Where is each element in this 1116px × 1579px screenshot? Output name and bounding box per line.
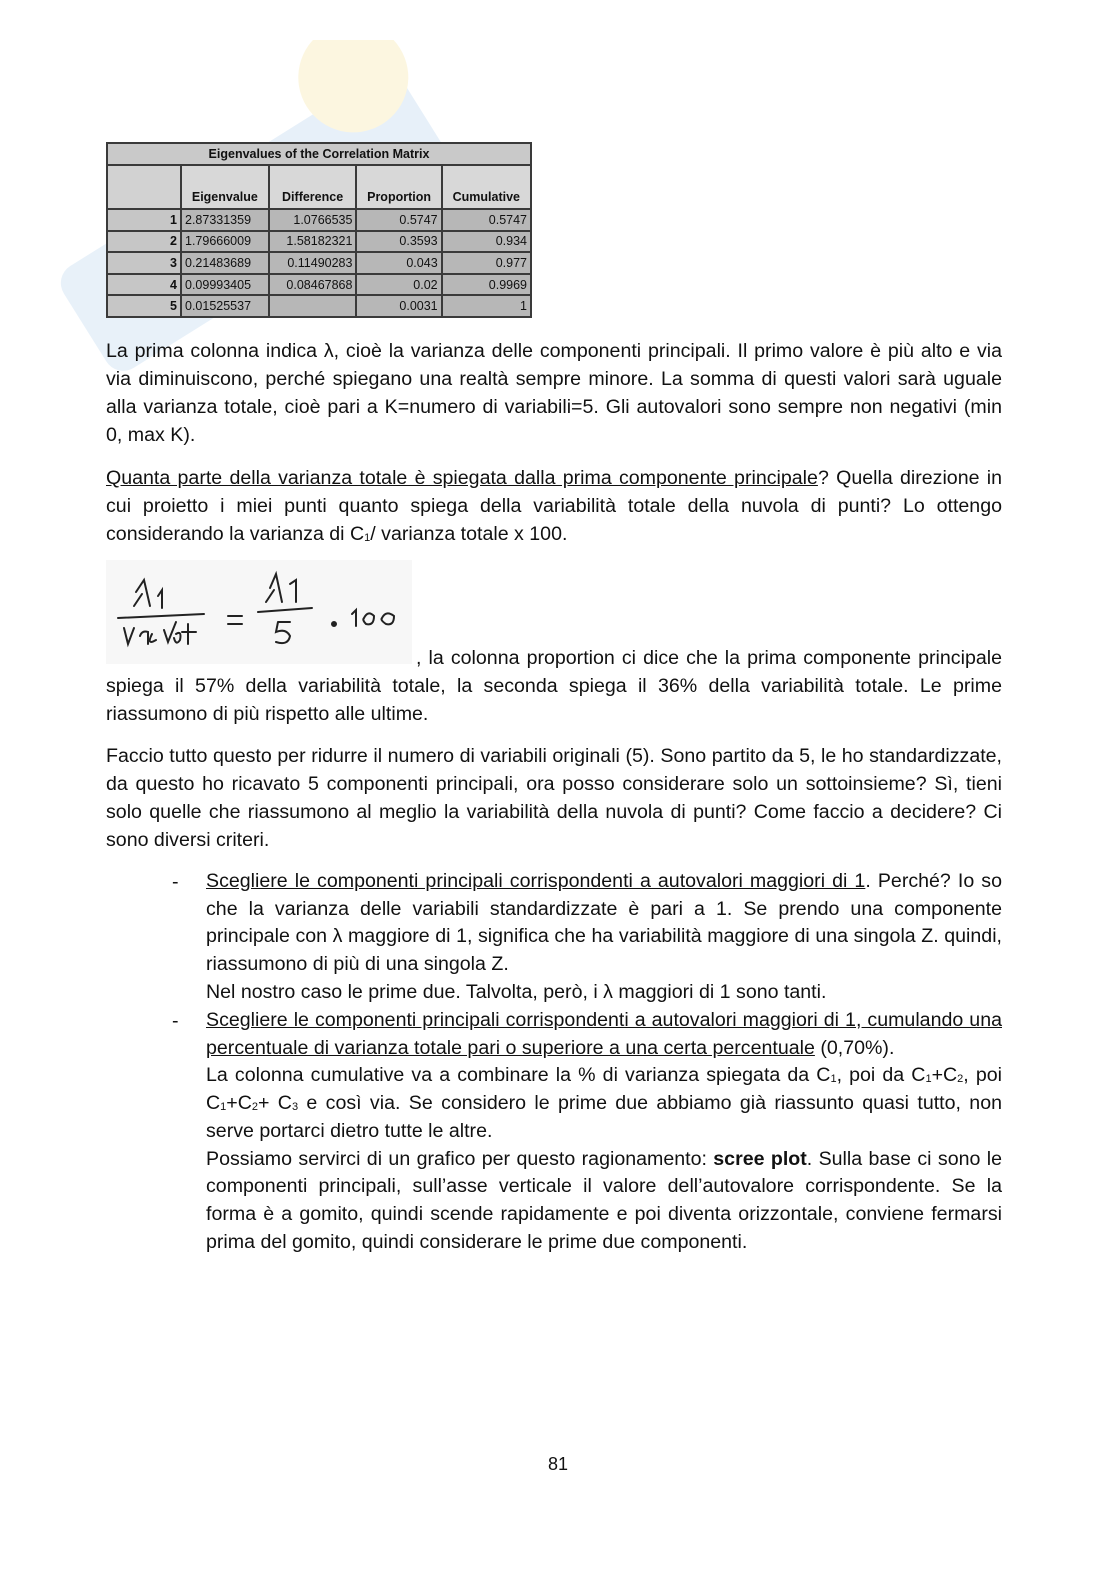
- paragraph-reduction: Faccio tutto questo per ridurre il numero di variabili originali (5). Sono partito da 5, le ho standardizzate, da questo ho ricavato 5 componenti principali, ora posso considerare solo un sottoinsieme? Sì, tieni solo quelle che riassumono al meglio la variabilità della nuvola di punti? Come faccio a decidere? Ci sono diversi criteri.: [106, 745, 1002, 851]
- bullet-marker: -: [172, 1010, 179, 1032]
- table-row: 4 0.09993405 0.08467868 0.02 0.9969: [107, 274, 531, 296]
- criterion-1-heading: Scegliere le componenti principali corrispondenti a autovalori maggiori di 1: [206, 870, 866, 892]
- header-difference: Difference: [269, 165, 357, 209]
- paragraph-eigenvalues: La prima colonna indica λ, cioè la varianza delle componenti principali. Il primo valore è più alto e via via diminuiscono, perché spiegano una realtà sempre minore. La somma di questi valori sarà uguale alla varianza totale, cioè pari a K=numero di variabili=5. Gli autovalori sono sempre non negativi (min 0, max K).: [106, 340, 1002, 446]
- header-cumulative: Cumulative: [442, 165, 531, 209]
- underlined-question: Quanta parte della varianza totale è spiegata dalla prima componente principale: [106, 467, 818, 489]
- eigenvalue-table-image: [106, 142, 532, 318]
- page-number: 81: [547, 1454, 569, 1474]
- criterion-1: Scegliere le componenti principali corrispondenti a autovalori maggiori di 1. Perché? Io so che la varianza delle variabili standardizzate è pari a 1. Se prendo una componente principale con λ maggiore di 1, significa che ha variabilità maggiore di una singola Z. quindi, riassumono di più di una singola Z. Nel nostro caso le prime due. Talvolta, però, i λ maggiori di 1 sono tanti.: [206, 870, 1002, 1003]
- table-title: Eigenvalues of the Correlation Matrix: [107, 143, 531, 165]
- header-proportion: Proportion: [356, 165, 441, 209]
- table-row: 2 1.79666009 1.58182321 0.3593 0.934: [107, 231, 531, 253]
- criterion-2-heading: Scegliere le componenti principali corrispondenti a autovalori maggiori di 1, cumulando una percentuale di varianza totale pari o superiore a una certa percentuale: [206, 1009, 1002, 1059]
- paragraph-proportion-question: Quanta parte della varianza totale è spiegata dalla prima componente principale? Quella direzione in cui proietto i miei punti quanto spiega della variabilità totale della nuvola di punti? Lo ottengo considerando la varianza di $C_1/$ varianza totale x 100.: [106, 467, 1002, 545]
- bullet-marker: -: [172, 871, 179, 893]
- table-row: 1 2.87331359 1.0766535 0.5747 0.5747: [107, 209, 531, 231]
- scree-plot-term: scree plot: [713, 1147, 807, 1170]
- criterion-2: Scegliere le componenti principali corrispondenti a autovalori maggiori di 1, cumulando una percentuale di varianza totale pari o superiore a una certa percentuale (0,70%). La colonna cumulative va a combinare la % di varianza spiegata da $C_1$, poi da $C_1+C_2$, poi $C_1+C_2+ C_3$ e così via. Se considero le prime due abbiamo già riassunto quasi tutto, non serve portarci dietro tutte le altre. Possiamo servirci di un grafico per questo ragionamento: scree plot. Sulla base ci sono le componenti principali, sull’asse verticale il valore dell’autovalore corrispondente. Se la forma è a gomito, quindi scende rapidamente e poi diventa orizzontale, conviene fermarsi prima del gomito, quindi considerare le prime due componenti.: [206, 1009, 1003, 1253]
- table-row: 3 0.21483689 0.11490283 0.043 0.977: [107, 252, 531, 274]
- paragraph-proportion-result: , la colonna proportion ci dice che la prima componente principale spiega il 57% della variabilità totale, la seconda spiega il 36% della variabilità totale. Le prime riassumono di più rispetto alle ultime.: [106, 647, 1002, 725]
- header-eigenvalue: Eigenvalue: [181, 165, 269, 209]
- table-row: 5 0.01525537 0.0031 1: [107, 295, 531, 317]
